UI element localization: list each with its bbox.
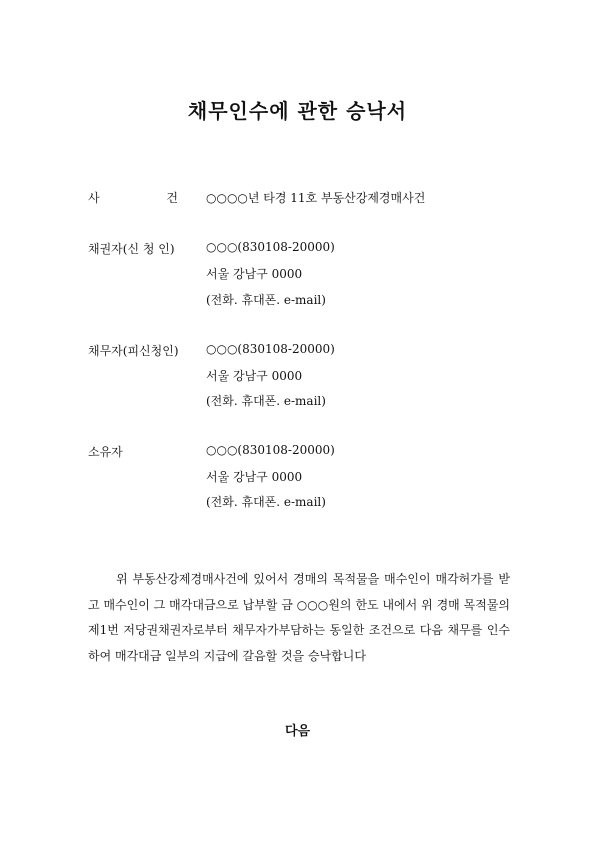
case-value: ○○○○년 타경 11호 부동산강제경매사건 bbox=[206, 191, 426, 205]
next-heading: 다음 bbox=[284, 724, 311, 739]
creditor-label: 채권자(신 청 인) bbox=[88, 242, 175, 256]
debtor-label: 채무자(피신청인) bbox=[88, 344, 179, 358]
consent-paragraph bbox=[88, 567, 510, 669]
case-label-right: 건 bbox=[166, 191, 178, 205]
creditor-address: 서울 강남구 0000 bbox=[206, 267, 303, 281]
creditor-name: ○○○(830108-20000) bbox=[206, 240, 335, 254]
creditor-contact: (전화. 휴대폰. e-mail) bbox=[206, 293, 326, 307]
owner-label: 소유자 bbox=[88, 445, 123, 459]
debtor-name: ○○○(830108-20000) bbox=[206, 342, 335, 356]
case-label bbox=[88, 189, 178, 206]
consent-text: 위 부동산강제경매사건에 있어서 경매의 목적물을 매수인이 매각허가를 받고 매수인이 그 매각대금으로 납부할 금 ○○○원의 한도 내에서 위 경매 목적물의 제1번 저당권채권자로부터 채무자가부담하는 동일한 조건으로 다음 채무를 인수하여 매각대금 일부의 지급에 갈음할 것을 승낙합니다 bbox=[88, 572, 510, 663]
document-title: 채무인수에 관한 승낙서 bbox=[187, 99, 408, 123]
owner-address: 서울 강남구 0000 bbox=[206, 470, 303, 484]
debtor-contact: (전화. 휴대폰. e-mail) bbox=[206, 394, 326, 408]
owner-name: ○○○(830108-20000) bbox=[206, 443, 335, 457]
case-label-left: 사 bbox=[88, 191, 100, 205]
debtor-address: 서울 강남구 0000 bbox=[206, 369, 303, 383]
owner-contact: (전화. 휴대폰. e-mail) bbox=[206, 495, 326, 509]
